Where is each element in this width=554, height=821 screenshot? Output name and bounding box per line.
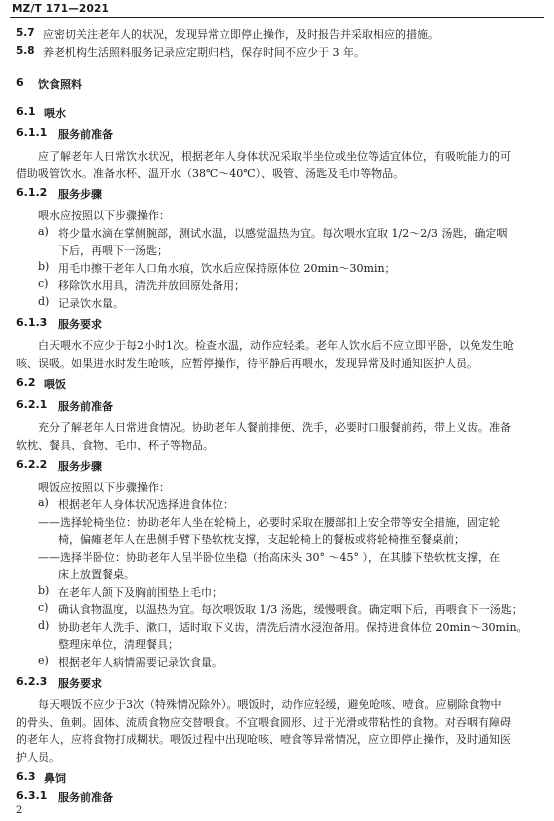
paragraph-line: 充分了解老年人日常进食情况。协助老年人餐前排便、洗手，必要时口服餐前药，带上义齿。准备 <box>38 421 511 434</box>
list-label: a) <box>38 225 49 238</box>
paragraph-line: 的老年人，应将食物打成糊状。喂饭过程中出现呛咳、噎食等异常情况，应立即停止操作，及时通知医 <box>16 733 511 746</box>
clause-text: 养老机构生活照料服务记录应定期归档，保存时间不应少于 3 年。 <box>43 46 365 59</box>
section-title: 喂饭 <box>44 378 66 391</box>
paragraph-line: 借助吸管饮水。准备水杯、温开水（38℃～40℃）、吸管、汤匙及毛巾等物品。 <box>16 167 405 180</box>
paragraph-line: 喂饭应按照以下步骤操作： <box>38 481 170 494</box>
section-title: 喂水 <box>44 107 66 120</box>
paragraph-line: 的骨头、鱼刺。固体、流质食物应交替喂食。不宜喂食圆形、过于光滑或带粘性的食物。对吞咽有障碍 <box>16 716 511 729</box>
list-item-text: 协助老年人洗手、漱口，适时取下义齿，清洗后清水浸泡备用。保持进食体位 20min～30min。 <box>58 621 528 634</box>
subsection-title: 服务前准备 <box>58 128 113 141</box>
list-label: a) <box>38 496 49 509</box>
list-item-text: 根据老年人病情需要记录饮食量。 <box>58 656 223 669</box>
subsection-title: 服务前准备 <box>58 400 113 413</box>
list-label: c) <box>38 277 49 290</box>
section-number: 6.2 <box>16 376 36 389</box>
subsection-number: 6.3.1 <box>16 789 48 802</box>
list-item-text: 在老年人颌下及胸前围垫上毛巾； <box>58 586 223 599</box>
list-item-text: 用毛巾擦干老年人口角水痕，饮水后应保持原体位 20min～30min； <box>58 262 396 275</box>
paragraph-line: 白天喂水不应少于每2小时1次。检查水温，动作应轻柔。老年人饮水后不应立即平卧，以免发生呛 <box>38 339 514 352</box>
list-label: e) <box>38 654 49 667</box>
list-item-text: 确认食物温度，以温热为宜。每次喂饭取 1/3 汤匙，缓慢喂食。确定咽下后，再喂食下一汤匙； <box>58 603 523 616</box>
section-number: 6.1 <box>16 105 36 118</box>
dash-item-text: ——选择半卧位：协助老年人呈半卧位坐稳（抬高床头 30° ～45° ），在其膝下垫软枕支撑，在 <box>38 551 500 564</box>
subsection-number: 6.1.1 <box>16 126 48 139</box>
header-rule <box>10 17 544 18</box>
page-number: 2 <box>16 805 23 816</box>
list-label: d) <box>38 619 50 632</box>
list-label: d) <box>38 295 50 308</box>
clause-text: 应密切关注老年人的状况，发现异常立即停止操作，及时报告并采取相应的措施。 <box>43 28 439 41</box>
list-item-text: 整理床单位，清理餐具； <box>58 638 179 651</box>
subsection-title: 服务前准备 <box>58 791 113 804</box>
clause-number: 5.7 <box>16 27 35 39</box>
subsection-title: 服务步骤 <box>58 460 102 473</box>
paragraph-line: 应了解老年人日常饮水状况，根据老年人身体状况采取半坐位或坐位等适宜体位，有吸吮能力的可 <box>38 150 511 163</box>
subsection-number: 6.2.1 <box>16 398 48 411</box>
section-number: 6.3 <box>16 770 36 783</box>
dash-item-text: ——选择轮椅坐位：协助老年人坐在轮椅上，必要时采取在腰部扣上安全带等安全措施，固定轮 <box>38 516 500 529</box>
list-item-text: 将少量水滴在掌侧腕部，测试水温，以感觉温热为宜。每次喂水宜取 1/2～2/3 汤匙，确定咽 <box>58 227 508 240</box>
list-item-text: 记录饮水量。 <box>58 297 124 310</box>
paragraph-line: 护人员。 <box>16 751 60 764</box>
subsection-title: 服务步骤 <box>58 188 102 201</box>
dash-item-text: 床上放置餐桌。 <box>58 568 135 581</box>
list-item-text: 根据老年人身体状况选择进食体位： <box>58 498 234 511</box>
subsection-number: 6.2.2 <box>16 458 48 471</box>
list-label: b) <box>38 584 50 597</box>
paragraph-line: 每天喂饭不应少于3次（特殊情况除外）。喂饭时，动作应轻缓，避免呛咳、噎食。应剔除食物中 <box>38 698 502 711</box>
list-item-text: 下后，再喂下一汤匙； <box>58 244 168 257</box>
list-label: c) <box>38 601 49 614</box>
list-item-text: 移除饮水用具，清洗并放回原处备用； <box>58 279 245 292</box>
list-label: b) <box>38 260 50 273</box>
dash-item-text: 椅，偏瘫老年人在患侧手臂下垫软枕支撑，支起轮椅上的餐板或将轮椅推至餐桌前； <box>58 533 465 546</box>
paragraph-line: 咳、误吸。如果进水时发生呛咳，应暂停操作，待平静后再喂水，发现异常及时通知医护人员。 <box>16 357 478 370</box>
subsection-number: 6.2.3 <box>16 675 48 688</box>
section-title: 饮食照料 <box>38 78 82 91</box>
subsection-title: 服务要求 <box>58 677 102 690</box>
paragraph-line: 喂水应按照以下步骤操作： <box>38 209 170 222</box>
subsection-number: 6.1.3 <box>16 316 48 329</box>
subsection-title: 服务要求 <box>58 318 102 331</box>
subsection-number: 6.1.2 <box>16 186 48 199</box>
paragraph-line: 软枕、餐具、食物、毛巾、杯子等物品。 <box>16 439 214 452</box>
standard-code-header: MZ/T 171—2021 <box>12 3 109 15</box>
clause-number: 5.8 <box>16 45 35 57</box>
section-title: 鼻饲 <box>44 772 66 785</box>
section-number: 6 <box>16 76 24 89</box>
